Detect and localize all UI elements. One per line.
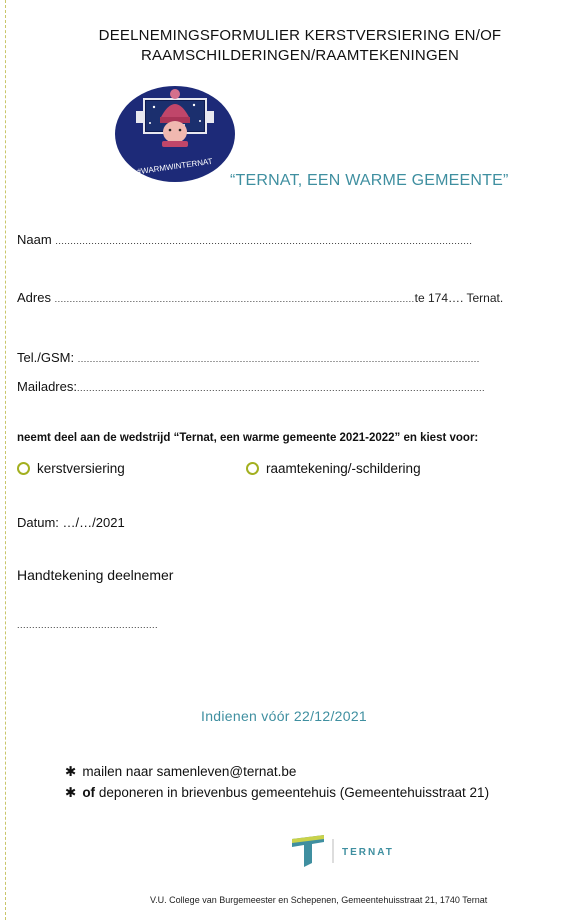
warmwinter-badge-icon — [114, 85, 236, 183]
slogan: “TERNAT, EEN WARME GEMEENTE” — [230, 172, 509, 189]
address-suffix: te 174…. Ternat. — [414, 291, 504, 305]
phone-dots: ...................................................................................................................................... — [77, 354, 480, 364]
date-field[interactable] — [17, 515, 125, 530]
radio-raamtekening[interactable] — [246, 462, 259, 475]
option-raamtekening[interactable] — [246, 461, 421, 476]
radio-kerstversiering[interactable] — [17, 462, 30, 475]
submit-method-prefix: of — [82, 785, 96, 800]
form-title-line2: RAAMSCHILDERINGEN/RAAMTEKENINGEN — [140, 47, 460, 64]
publisher-footer: V.U. College van Burgemeester en Schepenen, Gemeentehuisstraat 21, 1740 Ternat — [150, 895, 488, 905]
address-field[interactable] — [17, 290, 503, 305]
date-value: …/…/2021 — [62, 515, 125, 530]
ternat-logo-icon — [290, 833, 400, 869]
name-field[interactable] — [17, 232, 472, 247]
submit-method-mailbox — [65, 785, 489, 801]
logo-text: #WARMWINTERNAT — [136, 156, 214, 177]
star-bullet-icon: ✱ — [65, 764, 77, 779]
option-kerstversiering[interactable] — [17, 461, 125, 476]
form-title-line1: DEELNEMINGSFORMULIER KERSTVERSIERING EN/OF — [98, 27, 502, 44]
signature-line[interactable]: ............................................... — [17, 620, 159, 630]
star-bullet-icon: ✱ — [65, 785, 77, 800]
name-label: Naam — [17, 232, 52, 247]
email-label: Mailadres: — [17, 379, 77, 394]
submit-method-mailbox-text: deponeren in brievenbus gemeentehuis (Gemeentehuisstraat 21) — [95, 785, 490, 800]
phone-label: Tel./GSM: — [17, 350, 75, 365]
submit-method-mail-text: mailen naar samenleven@ternat.be — [82, 764, 297, 779]
option-kerstversiering-label: kerstversiering — [37, 461, 125, 476]
brand-name: TERNAT — [342, 847, 394, 858]
email-dots: ........................................................................................................................................ — [76, 383, 486, 393]
date-label: Datum: — [17, 515, 59, 530]
name-dots: ........................................................................................................................................... — [55, 236, 473, 246]
email-field[interactable] — [17, 379, 485, 394]
address-dots: ........................................................................................................................ — [54, 294, 415, 304]
contest-question: neemt deel aan de wedstrijd “Ternat, een warme gemeente 2021-2022” en kiest voor: — [17, 432, 479, 444]
signature-label: Handtekening deelnemer — [17, 567, 174, 583]
deadline-text: Indienen vóór 22/12/2021 — [201, 708, 367, 724]
address-label: Adres — [17, 290, 51, 305]
option-raamtekening-label: raamtekening/-schildering — [266, 461, 421, 476]
phone-field[interactable] — [17, 350, 480, 365]
cut-line — [5, 0, 6, 920]
submit-method-mail — [65, 764, 296, 780]
